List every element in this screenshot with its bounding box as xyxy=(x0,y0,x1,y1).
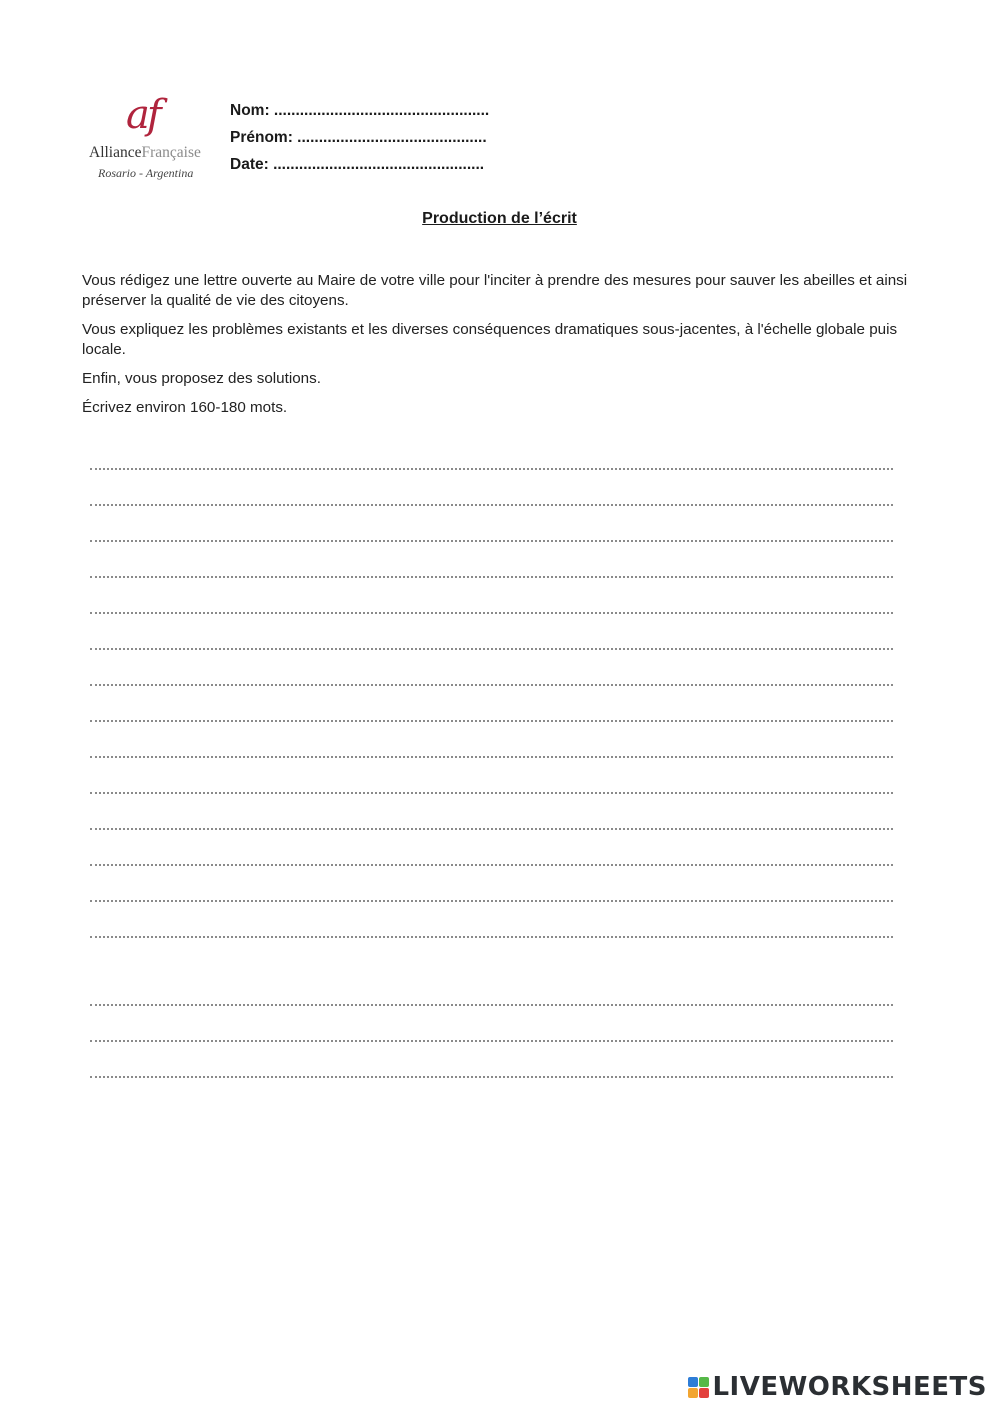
instruction-paragraph: Écrivez environ 160-180 mots. xyxy=(82,399,288,416)
page-title: Production de l’écrit xyxy=(422,210,577,227)
writing-line[interactable] xyxy=(90,792,893,794)
writing-line[interactable] xyxy=(90,468,893,470)
writing-line[interactable] xyxy=(90,756,893,758)
writing-line[interactable] xyxy=(90,900,893,902)
name-field[interactable]: Nom: .................................................. xyxy=(230,102,490,119)
instructions xyxy=(82,271,922,427)
writing-line[interactable] xyxy=(90,648,893,650)
date-field[interactable]: Date: ................................................. xyxy=(230,156,485,173)
writing-line[interactable] xyxy=(90,612,893,614)
first-name-field[interactable]: Prénom: ............................................ xyxy=(230,129,487,146)
liveworksheets-wordmark: LIVEWORKSHEETS xyxy=(712,1372,987,1402)
writing-line[interactable] xyxy=(90,936,893,938)
writing-line[interactable] xyxy=(90,1004,893,1006)
logo-name xyxy=(89,144,201,162)
icon-square xyxy=(699,1388,709,1398)
writing-line[interactable] xyxy=(90,720,893,722)
writing-line[interactable] xyxy=(90,1040,893,1042)
writing-line[interactable] xyxy=(90,1076,893,1078)
instruction-paragraph: Enfin, vous proposez des solutions. xyxy=(82,370,321,387)
liveworksheets-icon xyxy=(688,1377,709,1398)
writing-line[interactable] xyxy=(90,540,893,542)
liveworksheets-brand xyxy=(688,1372,987,1402)
logo-mark: af xyxy=(126,92,159,138)
icon-square xyxy=(688,1377,698,1387)
logo-name-francaise: Française xyxy=(141,144,201,161)
writing-line[interactable] xyxy=(90,504,893,506)
logo-name-alliance: Alliance xyxy=(89,144,142,161)
logo-subtitle: Rosario - Argentina xyxy=(98,166,194,180)
instruction-paragraph: Vous rédigez une lettre ouverte au Maire de votre ville pour l'inciter à prendre des mesures pour sauver les abeilles et ainsi préserver la qualité de vie des citoyens. xyxy=(82,272,908,309)
alliance-francaise-logo xyxy=(86,94,214,186)
student-info-fields xyxy=(230,100,489,181)
icon-square xyxy=(688,1388,698,1398)
instruction-paragraph: Vous expliquez les problèmes existants et les diverses conséquences dramatiques sous-jacentes, à l'échelle globale puis locale. xyxy=(82,321,898,358)
writing-line[interactable] xyxy=(90,684,893,686)
writing-line[interactable] xyxy=(90,576,893,578)
writing-line[interactable] xyxy=(90,828,893,830)
writing-line[interactable] xyxy=(90,864,893,866)
icon-square xyxy=(699,1377,709,1387)
